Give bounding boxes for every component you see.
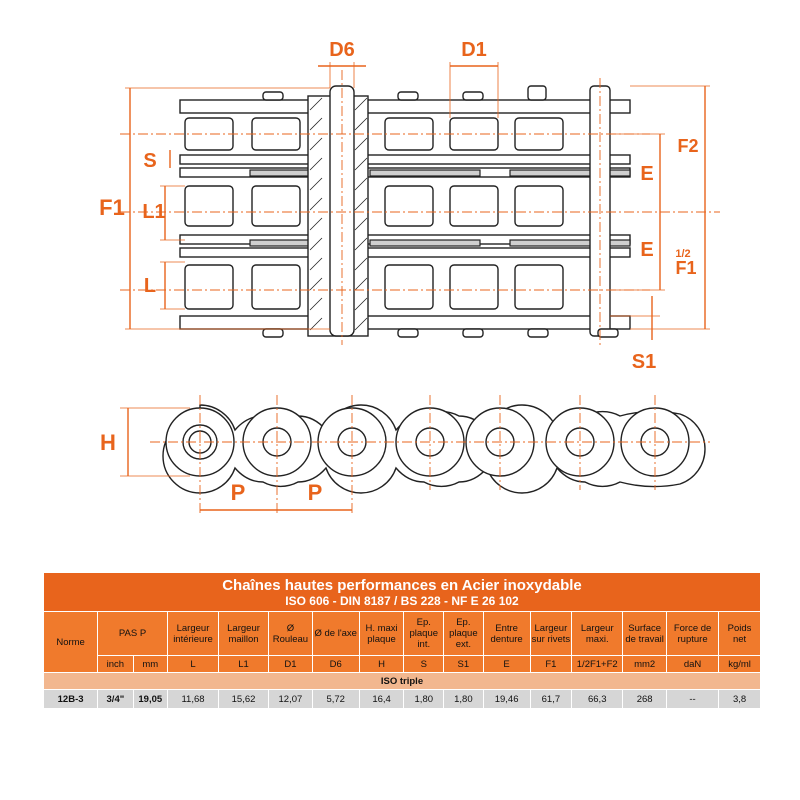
label-h: H bbox=[100, 430, 116, 455]
table-row bbox=[44, 690, 761, 709]
cell-l1: 15,62 bbox=[219, 690, 269, 709]
header-surface: Surface de travail bbox=[623, 612, 667, 656]
header-h-maxi: H. maxi plaque bbox=[359, 612, 404, 656]
cell-d1: 12,07 bbox=[269, 690, 313, 709]
roller bbox=[385, 186, 433, 226]
cell-s1: 1,80 bbox=[444, 690, 484, 709]
section-row bbox=[44, 673, 761, 690]
roller bbox=[185, 186, 233, 226]
header-norme: Norme bbox=[44, 612, 98, 673]
label-p-left: P bbox=[230, 480, 246, 505]
outer-plate-bottom bbox=[180, 316, 630, 329]
cell-inch: 3/4" bbox=[98, 690, 133, 709]
unit-l: L bbox=[167, 656, 218, 673]
label-l: L bbox=[143, 275, 157, 297]
cell-d6: 5,72 bbox=[312, 690, 359, 709]
top-view bbox=[99, 39, 720, 373]
header-pas: PAS P bbox=[98, 612, 168, 656]
unit-dan: daN bbox=[667, 656, 719, 673]
mid-plate bbox=[510, 240, 630, 246]
roller bbox=[252, 265, 300, 309]
unit-h: H bbox=[359, 656, 404, 673]
cell-l: 11,68 bbox=[167, 690, 218, 709]
label-s1: S1 bbox=[631, 351, 657, 373]
header-largeur-maillon: Largeur maillon bbox=[219, 612, 269, 656]
side-view bbox=[100, 395, 710, 515]
label-f2: F2 bbox=[677, 136, 699, 156]
header-largeur-rivets: Largeur sur rivets bbox=[530, 612, 572, 656]
cell-f1f2: 66,3 bbox=[572, 690, 623, 709]
cell-mm: 19,05 bbox=[133, 690, 167, 709]
roller bbox=[515, 186, 563, 226]
unit-d1: D1 bbox=[269, 656, 313, 673]
header-largeur-int: Largeur intérieure bbox=[167, 612, 218, 656]
label-half-f1: F1 bbox=[675, 258, 697, 278]
cell-h: 16,4 bbox=[359, 690, 404, 709]
label-p-right: P bbox=[307, 480, 323, 505]
header-ep-int: Ep. plaque int. bbox=[404, 612, 444, 656]
inner-plate-4 bbox=[180, 248, 630, 257]
unit-l1: L1 bbox=[219, 656, 269, 673]
label-e-upper: E bbox=[640, 163, 654, 185]
unit-d6: D6 bbox=[312, 656, 359, 673]
unit-inch: inch bbox=[98, 656, 133, 673]
cell-s: 1,80 bbox=[404, 690, 444, 709]
label-l1: L1 bbox=[142, 201, 166, 223]
inner-plate-1 bbox=[180, 155, 630, 164]
outer-plate-top bbox=[180, 100, 630, 113]
table-header-row bbox=[44, 612, 761, 656]
table-subtitle: ISO 606 - DIN 8187 / BS 228 - NF E 26 102 bbox=[285, 593, 519, 608]
unit-s1: S1 bbox=[444, 656, 484, 673]
roller bbox=[515, 265, 563, 309]
header-force: Force de rupture bbox=[667, 612, 719, 656]
unit-e: E bbox=[483, 656, 530, 673]
header-axe: Ø de l'axe bbox=[312, 612, 359, 656]
label-d1: D1 bbox=[461, 39, 487, 61]
label-d6: D6 bbox=[329, 39, 355, 61]
unit-kgml: kg/ml bbox=[719, 656, 761, 673]
header-rouleau: Ø Rouleau bbox=[269, 612, 313, 656]
header-ep-ext: Ep. plaque ext. bbox=[444, 612, 484, 656]
mid-plate bbox=[370, 170, 480, 176]
label-half: 1/2 bbox=[675, 248, 691, 260]
section-iso-triple: ISO triple bbox=[44, 673, 761, 690]
mid-plate bbox=[370, 240, 480, 246]
roller bbox=[450, 186, 498, 226]
unit-mm2: mm2 bbox=[623, 656, 667, 673]
label-f1: F1 bbox=[99, 195, 125, 220]
cell-poids: 3,8 bbox=[719, 690, 761, 709]
roller bbox=[185, 265, 233, 309]
cell-norme: 12B-3 bbox=[44, 690, 98, 709]
roller bbox=[385, 265, 433, 309]
table-title: Chaînes hautes performances en Acier inoxydable bbox=[222, 576, 582, 594]
unit-f1f2: 1/2F1+F2 bbox=[572, 656, 623, 673]
roller bbox=[450, 265, 498, 309]
label-s: S bbox=[143, 150, 157, 172]
roller bbox=[252, 186, 300, 226]
unit-mm: mm bbox=[133, 656, 167, 673]
cell-f1: 61,7 bbox=[530, 690, 572, 709]
table-title-row bbox=[44, 573, 761, 612]
cell-e: 19,46 bbox=[483, 690, 530, 709]
unit-f1: F1 bbox=[530, 656, 572, 673]
unit-s: S bbox=[404, 656, 444, 673]
header-entre-denture: Entre denture bbox=[483, 612, 530, 656]
mid-plate bbox=[510, 170, 630, 176]
table-units-row bbox=[44, 656, 761, 673]
cell-surface: 268 bbox=[623, 690, 667, 709]
cell-force: -- bbox=[667, 690, 719, 709]
spec-table bbox=[43, 572, 761, 709]
header-poids: Poids net bbox=[719, 612, 761, 656]
label-e-lower: E bbox=[640, 239, 654, 261]
header-largeur-maxi: Largeur maxi. bbox=[572, 612, 623, 656]
